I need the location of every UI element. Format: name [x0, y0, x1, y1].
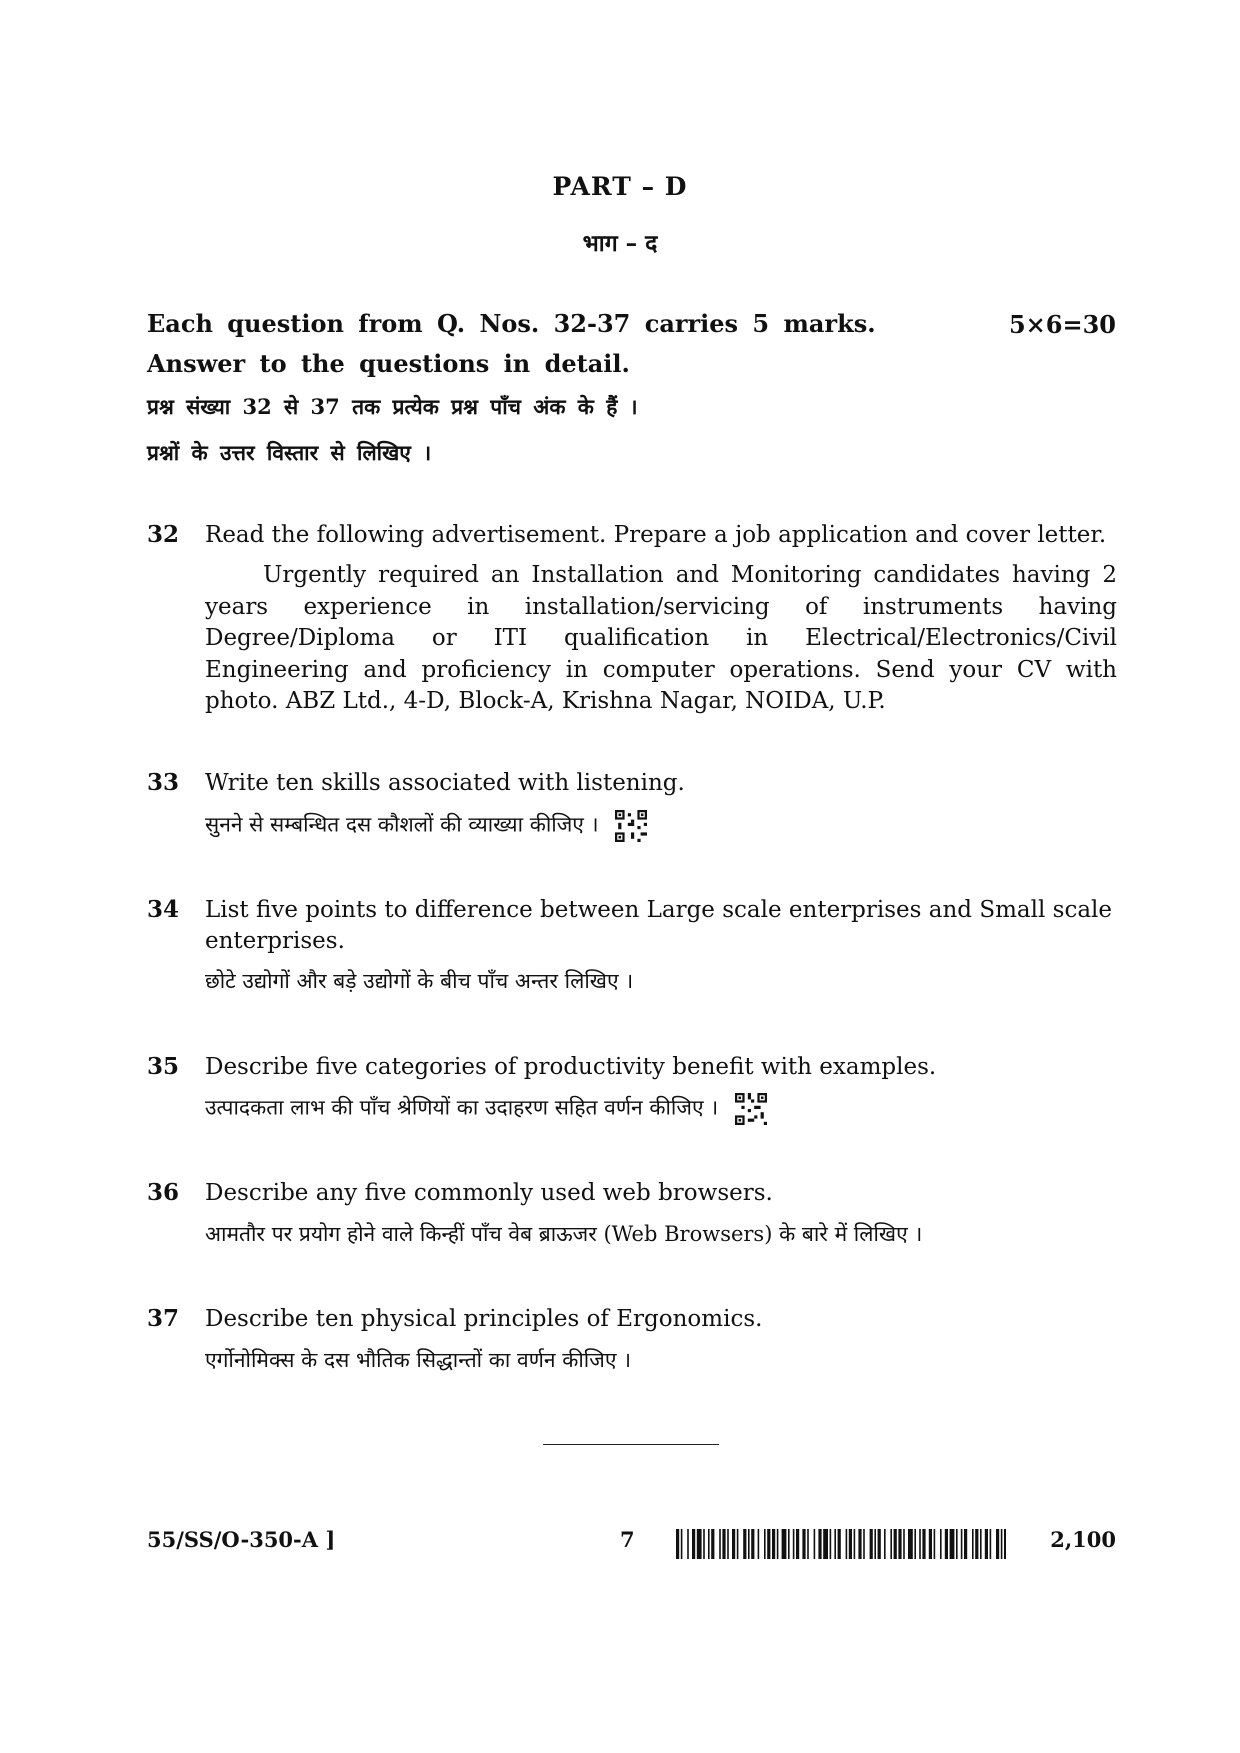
page-number: 7 [620, 1527, 635, 1552]
question-text-hindi-label: सुनने से सम्बन्धित दस कौशलों की व्याख्या कीजिए । [205, 812, 599, 837]
total-marks: 5×6=30 [1008, 310, 1116, 339]
question-text: List five points to difference between Large scale enterprises and Small scale enterprises. [205, 897, 1113, 954]
instruction-hindi-marks: प्रश्न संख्या 32 से 37 तक प्रत्येक प्रश्न पाँच अंक के हैं । [147, 394, 638, 419]
question-text: Describe ten physical principles of Ergonomics. [205, 1306, 763, 1332]
question-number: 37 [147, 1305, 180, 1332]
question-number: 34 [147, 896, 180, 923]
part-heading-hindi: भाग – द [582, 230, 658, 257]
qr-code-icon [615, 810, 647, 842]
print-count: 2,100 [1050, 1527, 1116, 1552]
question-text: Read the following advertisement. Prepare a job application and cover letter. [205, 522, 1107, 548]
question-text-hindi: छोटे उद्योगों और बड़े उद्योगों के बीच पाँच अन्तर लिखिए । [205, 969, 634, 993]
question-text-hindi: एर्गोनोमिक्स के दस भौतिक सिद्धान्तों का वर्णन कीजिए । [205, 1348, 632, 1372]
question-text: Write ten skills associated with listening. [205, 770, 685, 796]
question-text: Describe any five commonly used web browsers. [205, 1180, 773, 1206]
part-heading: PART – D [552, 172, 688, 201]
question-number: 36 [147, 1179, 180, 1206]
question-text-hindi [205, 1093, 767, 1125]
question-number: 33 [147, 769, 180, 796]
barcode-icon [676, 1529, 1006, 1559]
question-number: 35 [147, 1053, 180, 1080]
end-rule [543, 1444, 719, 1445]
instruction-detail-line: Answer to the questions in detail. [147, 349, 630, 378]
question-text: Describe five categories of productivity benefit with examples. [205, 1054, 937, 1080]
instruction-marks-line: Each question from Q. Nos. 32-37 carries 5 marks. [147, 309, 876, 338]
question-text-hindi-label: उत्पादकता लाभ की पाँच श्रेणियों का उदाहरण सहित वर्णन कीजिए । [205, 1095, 719, 1120]
question-text-hindi: आमतौर पर प्रयोग होने वाले किन्हीं पाँच वेब ब्राऊजर (Web Browsers) के बारे में लिखिए । [205, 1222, 923, 1246]
instruction-hindi-detail: प्रश्नों के उत्तर विस्तार से लिखिए । [147, 440, 432, 465]
advertisement-text: Urgently required an Installation and Monitoring candidates having 2 years experience in installation/servicing of instruments having Degree/Diploma or ITI qualification in Electrical/Electronics/Civil Engineering and proficiency in computer operations. Send your CV with photo. ABZ Ltd., 4-D, Block-A, Krishna Nagar, NOIDA, U.P. [205, 562, 1117, 714]
question-text-hindi [205, 810, 647, 842]
question-number: 32 [147, 521, 180, 548]
paper-code: 55/SS/O-350-A ] [147, 1527, 336, 1552]
qr-code-icon [735, 1093, 767, 1125]
